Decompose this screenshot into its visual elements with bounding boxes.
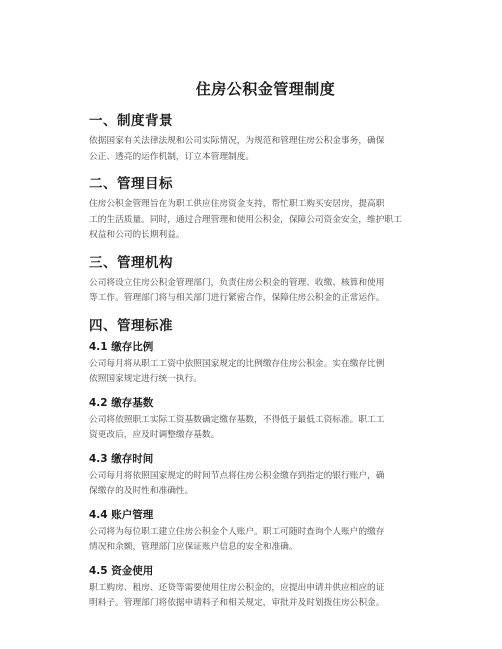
- subsection-paragraph: [89, 357, 446, 388]
- paragraph-line: 公司每月将依照国家规定的时间节点将住房公积金缴存到指定的银行账户，确: [89, 470, 385, 481]
- subsection-paragraph: [89, 525, 446, 556]
- paragraph-line: 依据国家有关法律法规和公司实际情况，为规范和管理住房公积金事务，确保: [89, 136, 385, 146]
- paragraph-line: 公司将为每位职工建立住房公积金个人账户。职工可随时查询个人账户的缴存: [89, 526, 385, 537]
- paragraph-line: 公正、透亮的运作机制，订立本管理制度。: [89, 151, 255, 162]
- subsection-heading: 4.1 缴存比例: [89, 340, 154, 353]
- paragraph-line: 依照国家规定进行统一执行。: [89, 374, 202, 384]
- paragraph-line: 职工购房、租房、还贷等需要使用住房公积金的，应提出申请并供应相应的证: [89, 582, 385, 593]
- section-heading: 四、管理标准: [89, 317, 173, 334]
- document-title: 住房公积金管理制度: [195, 80, 336, 98]
- paragraph-line: 情况和余额，管理部门应保证账户信息的安全和准确。: [89, 542, 298, 552]
- subsection-heading: 4.2 缴存基数: [89, 396, 154, 409]
- section-heading: 三、管理机构: [89, 254, 173, 271]
- paragraph-line: 公司每月将从职工工资中依照国家规定的比例缴存住房公积金。实在缴存比例: [89, 358, 385, 369]
- paragraph-line: 公司将依照职工实际工资基数确定缴存基数，不得低于最低工资标准。职工工: [89, 414, 385, 425]
- subsection-heading: 4.5 资金使用: [89, 564, 154, 577]
- section-heading: 一、制度背景: [89, 113, 173, 129]
- section-organization: [89, 251, 446, 307]
- subsection-fund-usage: [89, 563, 446, 612]
- section-goals: [89, 172, 446, 244]
- subsection-paragraph: [89, 581, 446, 612]
- subsection-paragraph: [89, 413, 446, 444]
- paragraph-line: 工的生活质量。同时，通过合理管理和使用公积金，保障公司资金安全，维护职工: [89, 214, 402, 225]
- paragraph-line: 资更改后，应及时调整缴存基数。: [89, 430, 220, 440]
- paragraph-line: 保缴存的及时性和准确性。: [89, 486, 194, 496]
- subsection-contribution-base: [89, 395, 446, 444]
- section-paragraph: [89, 197, 446, 244]
- paragraph-line: 权益和公司的长期利益。: [89, 230, 185, 240]
- section-paragraph: [89, 276, 446, 307]
- section-paragraph: [89, 134, 446, 165]
- subsection-heading: 4.4 账户管理: [89, 508, 154, 521]
- section-standards: [89, 314, 446, 612]
- section-background: [89, 109, 446, 165]
- subsection-contribution-ratio: [89, 339, 446, 388]
- paragraph-line: 住房公积金管理旨在为职工供应住房资金支持，帮忙职工购买安居房，提高职: [89, 199, 385, 209]
- section-heading: 二、管理目标: [89, 176, 173, 192]
- paragraph-line: 明料子。管理部门将依据申请料子和相关规定，审批并及时划拨住房公积金。: [89, 598, 385, 608]
- subsection-contribution-time: [89, 451, 446, 500]
- subsection-heading: 4.3 缴存时间: [89, 452, 154, 465]
- paragraph-line: 公司将设立住房公积金管理部门，负责住房公积金的管理、收缴、核算和使用: [89, 277, 385, 288]
- subsection-account-management: [89, 507, 446, 556]
- subsection-paragraph: [89, 469, 446, 500]
- paragraph-line: 等工作。管理部门将与相关部门进行紧密合作，保障住房公积金的正常运作。: [89, 293, 385, 303]
